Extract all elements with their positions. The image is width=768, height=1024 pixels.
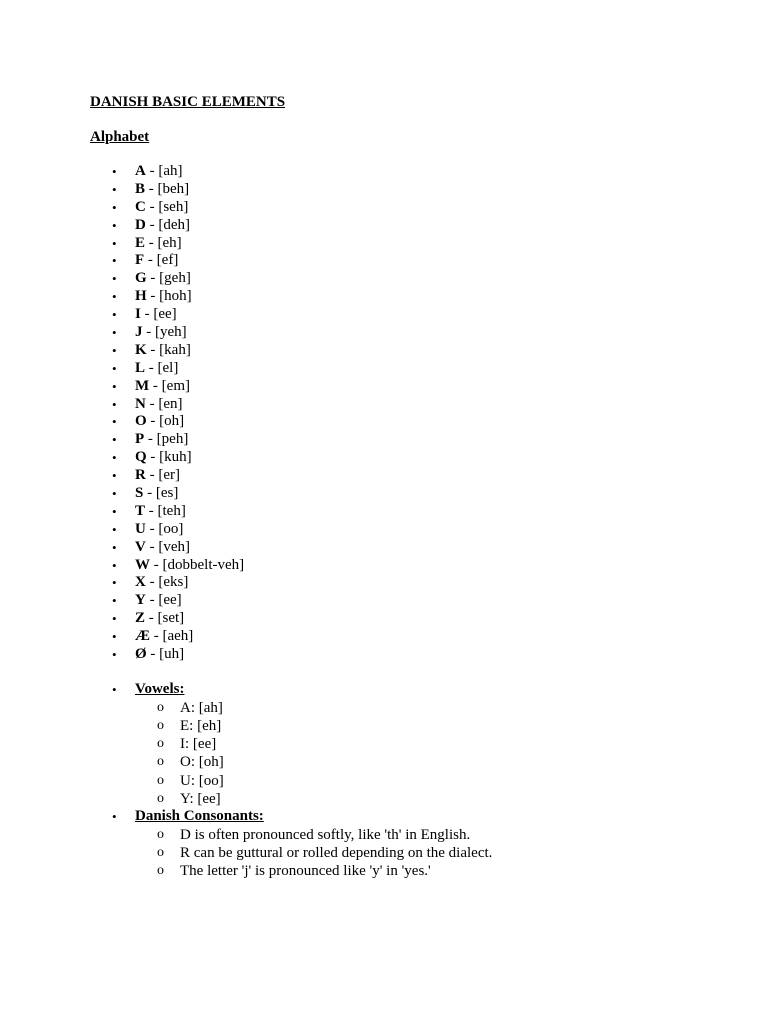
alphabet-list [90, 163, 710, 664]
bullet-icon: • [112, 432, 117, 448]
pronunciation: - [kuh] [146, 449, 192, 466]
letter: L [135, 359, 146, 376]
list-item [90, 431, 710, 449]
circle-bullet-icon: o [157, 863, 164, 879]
pronunciation: - [em] [149, 377, 190, 394]
bullet-icon: • [112, 450, 117, 466]
circle-bullet-icon: o [157, 754, 164, 770]
pronunciation: - [el] [145, 359, 179, 376]
item-text: Y: [ee] [180, 790, 221, 807]
letter: H [135, 288, 147, 305]
list-item [90, 413, 710, 431]
bullet-icon: • [112, 307, 117, 323]
pronunciation: - [kah] [146, 341, 191, 358]
letter: N [135, 395, 146, 412]
letter: T [135, 502, 146, 519]
list-item [90, 396, 710, 414]
list-item [90, 503, 710, 521]
notes-group [90, 681, 710, 808]
sub-list [135, 826, 710, 881]
pronunciation: - [seh] [145, 198, 189, 215]
bullet-icon: • [112, 164, 117, 179]
list-item [90, 181, 710, 199]
list-item [90, 270, 710, 288]
sub-list [135, 699, 710, 808]
list-item [90, 288, 710, 306]
pronunciation: - [deh] [145, 216, 190, 233]
letter: M [135, 377, 150, 394]
item-text: I: [ee] [180, 736, 217, 753]
circle-bullet-icon: o [157, 772, 164, 788]
group-heading: Danish Consonants: [135, 807, 264, 824]
letter: D [135, 216, 146, 233]
sub-list-item [135, 790, 710, 808]
bullet-icon: • [112, 271, 117, 287]
list-item [90, 342, 710, 360]
item-text: A: [ah] [180, 699, 223, 716]
letter: S [135, 485, 144, 502]
pronunciation: - [set] [145, 610, 185, 627]
bullet-icon: • [112, 217, 117, 233]
list-item [90, 360, 710, 378]
letter: E [135, 234, 146, 251]
letter: C [135, 198, 146, 215]
pronunciation: - [yeh] [142, 324, 187, 341]
bullet-icon: • [112, 289, 117, 305]
letter: G [135, 270, 147, 287]
item-text: E: [eh] [180, 718, 222, 735]
bullet-icon: • [112, 396, 117, 412]
pronunciation: - [er] [145, 467, 180, 484]
letter: U [135, 520, 146, 537]
sub-list-item [135, 699, 710, 717]
item-text: The letter 'j' is pronounced like 'y' in 'yes.' [180, 863, 431, 880]
bullet-icon: • [112, 629, 117, 645]
alphabet-heading: Alphabet [90, 129, 150, 145]
list-item [90, 485, 710, 503]
letter: Ø [135, 646, 147, 663]
pronunciation: - [eks] [145, 574, 189, 591]
item-text: O: [oh] [180, 754, 224, 771]
pronunciation: - [en] [145, 395, 183, 412]
pronunciation: - [geh] [146, 270, 191, 287]
letter: J [135, 324, 143, 341]
pronunciation: - [eh] [145, 234, 182, 251]
circle-bullet-icon: o [157, 736, 164, 752]
group-heading: Vowels: [135, 680, 185, 697]
document-page [90, 92, 710, 880]
bullet-icon: • [112, 414, 117, 430]
notes-group [90, 808, 710, 880]
list-item [90, 163, 710, 181]
bullet-icon: • [112, 521, 117, 537]
pronunciation: - [ef] [144, 252, 179, 269]
bullet-icon: • [112, 378, 117, 394]
pronunciation: - [veh] [145, 538, 190, 555]
pronunciation: - [peh] [144, 431, 189, 448]
letter: K [135, 341, 147, 358]
circle-bullet-icon: o [157, 845, 164, 861]
pronunciation: - [uh] [146, 646, 185, 663]
letter: Q [135, 449, 147, 466]
notes-list [90, 681, 710, 881]
letter: A [135, 163, 146, 179]
list-item [90, 252, 710, 270]
list-item [90, 557, 710, 575]
list-item [90, 199, 710, 217]
pronunciation: - [ee] [140, 306, 177, 323]
letter: Y [135, 592, 146, 609]
sub-list-item [135, 717, 710, 735]
bullet-icon: • [112, 808, 117, 824]
circle-bullet-icon: o [157, 826, 164, 842]
sub-list-item [135, 753, 710, 771]
pronunciation: - [oo] [145, 520, 184, 537]
letter: F [135, 252, 145, 269]
bullet-icon: • [112, 253, 117, 269]
item-text: D is often pronounced softly, like 'th' in English. [180, 826, 471, 843]
list-item [90, 628, 710, 646]
item-text: U: [oo] [180, 772, 224, 789]
list-item [90, 324, 710, 342]
letter: Z [135, 610, 146, 627]
letter: X [135, 574, 146, 591]
letter: R [135, 467, 146, 484]
letter: B [135, 180, 146, 197]
letter: I [135, 306, 141, 323]
sub-list-item [135, 844, 710, 862]
bullet-icon: • [112, 325, 117, 341]
bullet-icon: • [112, 503, 117, 519]
list-item [90, 449, 710, 467]
letter: V [135, 538, 146, 555]
list-item [90, 378, 710, 396]
list-item [90, 610, 710, 628]
list-item [90, 217, 710, 235]
bullet-icon: • [112, 557, 117, 573]
sub-list-item [135, 772, 710, 790]
letter: P [135, 431, 145, 448]
circle-bullet-icon: o [157, 718, 164, 734]
list-item [90, 235, 710, 253]
pronunciation: - [dobbelt-veh] [150, 556, 245, 573]
circle-bullet-icon: o [157, 790, 164, 806]
bullet-icon: • [112, 611, 117, 627]
list-item [90, 539, 710, 557]
list-item [90, 646, 710, 664]
list-item [90, 467, 710, 485]
list-item [90, 521, 710, 539]
sub-list-item [135, 862, 710, 880]
item-text: R can be guttural or rolled depending on the dialect. [180, 845, 493, 862]
document-title: DANISH BASIC ELEMENTS [90, 94, 286, 110]
bullet-icon: • [112, 647, 117, 663]
list-item [90, 306, 710, 324]
pronunciation: - [aeh] [150, 628, 194, 645]
list-item [90, 592, 710, 610]
pronunciation: - [beh] [145, 180, 190, 197]
bullet-icon: • [112, 486, 117, 502]
letter: W [135, 556, 150, 573]
bullet-icon: • [112, 342, 117, 358]
bullet-icon: • [112, 539, 117, 555]
sub-list-item [135, 826, 710, 844]
list-item [90, 574, 710, 592]
pronunciation: - [teh] [145, 502, 186, 519]
letter: O [135, 413, 147, 430]
bullet-icon: • [112, 575, 117, 591]
bullet-icon: • [112, 235, 117, 251]
bullet-icon: • [112, 468, 117, 484]
bullet-icon: • [112, 593, 117, 609]
bullet-icon: • [112, 681, 117, 697]
pronunciation: - [es] [143, 485, 179, 502]
bullet-icon: • [112, 181, 117, 197]
sub-list-item [135, 735, 710, 753]
circle-bullet-icon: o [157, 699, 164, 715]
bullet-icon: • [112, 199, 117, 215]
pronunciation: - [oh] [146, 413, 185, 430]
letter: Æ [135, 628, 150, 645]
bullet-icon: • [112, 360, 117, 376]
pronunciation: - [hoh] [146, 288, 192, 305]
pronunciation: - [ah] [145, 163, 183, 179]
pronunciation: - [ee] [145, 592, 182, 609]
